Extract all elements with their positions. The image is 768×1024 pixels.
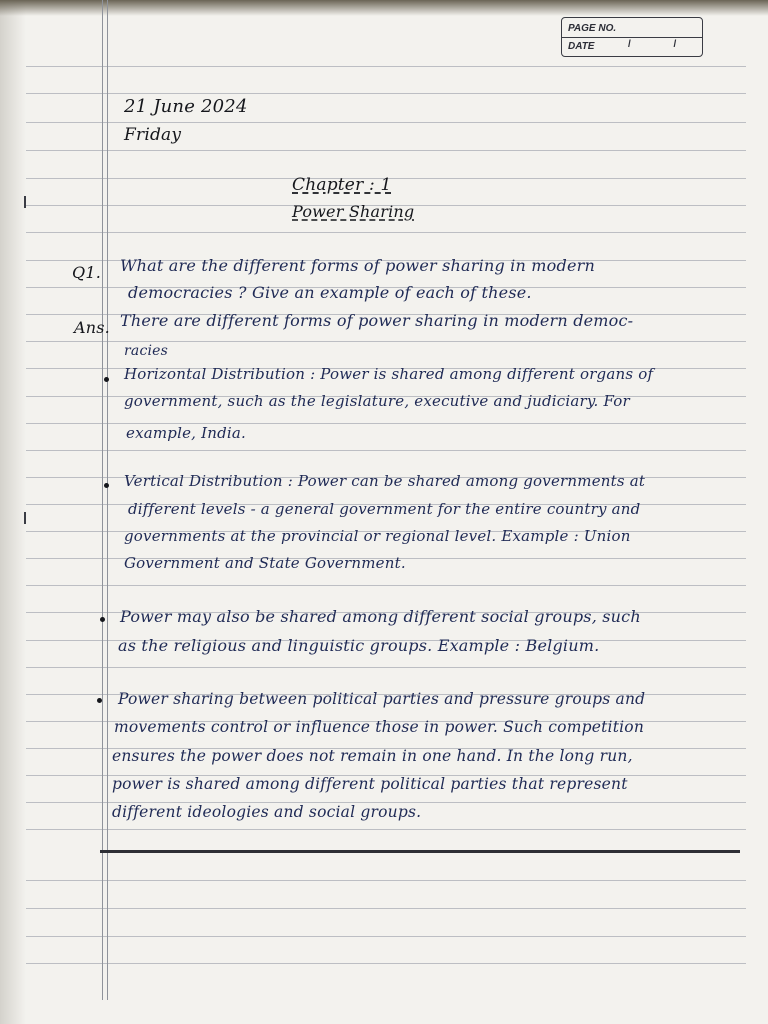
topic-title: Power Sharing <box>292 202 415 221</box>
point-line: example, India. <box>126 424 247 442</box>
answer-label: Ans. <box>74 318 110 337</box>
point-line: different ideologies and social groups. <box>112 803 422 821</box>
point-line: different levels - a general government for the entire country and <box>128 500 641 518</box>
ruled-line <box>26 232 746 233</box>
ruled-line <box>26 341 746 342</box>
date-label: DATE <box>568 41 595 52</box>
page-edge-mark <box>24 512 26 524</box>
point-line: Government and State Government. <box>124 554 406 572</box>
ruled-line <box>26 667 746 668</box>
note-date: 21 June 2024 <box>124 96 248 117</box>
ruled-line <box>26 936 746 937</box>
page-top-shadow <box>0 0 768 16</box>
bullet-point <box>97 698 102 703</box>
point-line: governments at the provincial or regional level. Example : Union <box>124 527 631 545</box>
ruled-line <box>26 122 746 123</box>
chapter-title: Chapter : 1 <box>292 175 392 195</box>
page-date-divider <box>562 37 702 38</box>
point-line: government, such as the legislature, executive and judiciary. For <box>124 392 630 410</box>
question-line: What are the different forms of power sharing in modern <box>120 256 595 275</box>
page-no-label: PAGE NO. <box>568 23 617 34</box>
point-line: Power may also be shared among different social groups, such <box>120 607 641 626</box>
note-day: Friday <box>124 125 182 145</box>
point-line: ensures the power does not remain in one hand. In the long run, <box>112 747 633 765</box>
answer-intro-line: There are different forms of power sharing in modern democ- <box>120 311 634 330</box>
question-line: democracies ? Give an example of each of these. <box>128 283 532 302</box>
point-line: as the religious and linguistic groups. Example : Belgium. <box>118 636 600 655</box>
date-separators: / / <box>628 39 697 50</box>
ruled-line <box>26 963 746 964</box>
ruled-line <box>26 585 746 586</box>
point-line: power is shared among different political parties that represent <box>112 775 628 793</box>
ruled-line <box>26 880 746 881</box>
point-line: Vertical Distribution : Power can be shared among governments at <box>124 472 646 490</box>
page-date-box <box>561 17 703 57</box>
bullet-point <box>104 483 109 488</box>
page-edge-mark <box>24 196 26 208</box>
section-end-line <box>100 850 740 853</box>
point-line: Horizontal Distribution : Power is shared among different organs of <box>124 365 654 383</box>
point-line: Power sharing between political parties and pressure groups and <box>118 690 646 708</box>
ruled-line <box>26 908 746 909</box>
bullet-point <box>104 377 109 382</box>
answer-intro-line: racies <box>124 343 169 359</box>
ruled-line <box>26 66 746 67</box>
ruled-line <box>26 450 746 451</box>
point-line: movements control or influence those in power. Such competition <box>114 718 644 736</box>
ruled-line <box>26 93 746 94</box>
page-edge-shadow <box>0 0 26 1024</box>
question-label: Q1. <box>72 263 101 282</box>
bullet-point <box>100 617 105 622</box>
ruled-line <box>26 829 746 830</box>
ruled-line <box>26 150 746 151</box>
